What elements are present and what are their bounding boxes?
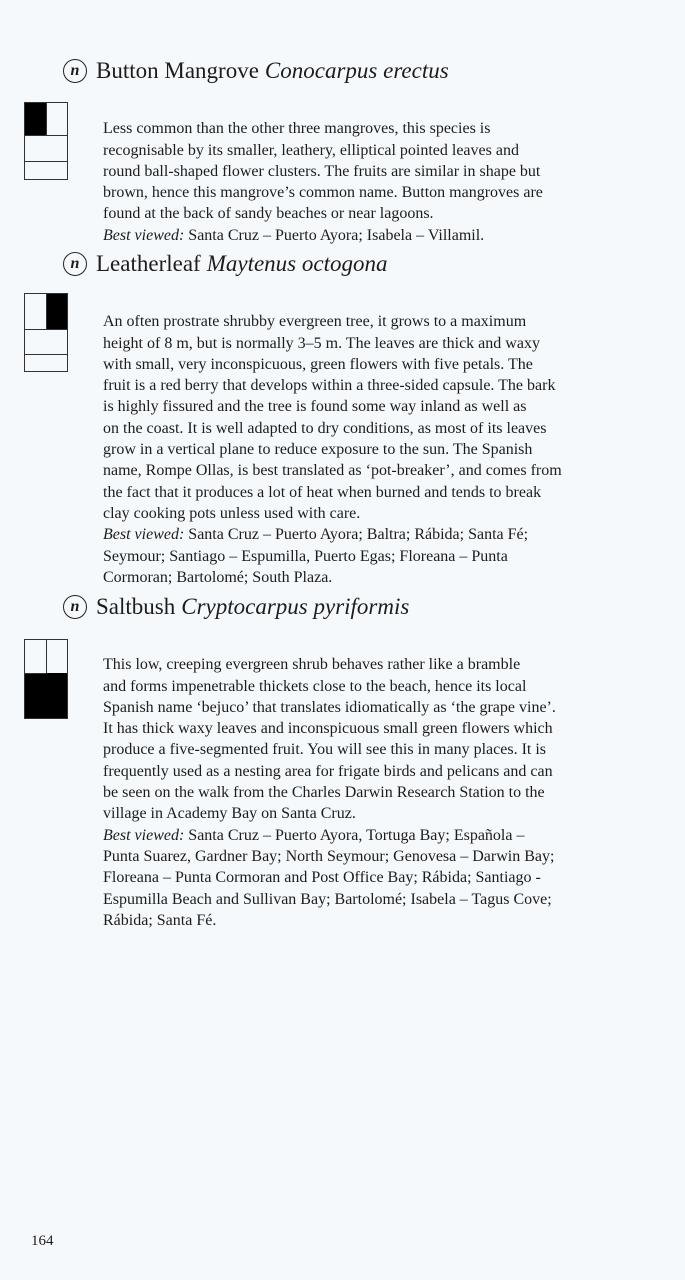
scientific-name: Conocarpus erectus — [264, 58, 449, 83]
native-badge-icon: n — [63, 595, 87, 619]
best-viewed-line — [103, 825, 681, 931]
scientific-name: Cryptocarpus pyriformis — [181, 594, 410, 619]
best-viewed-locations: Santa Cruz – Puerto Ayora, Tortuga Bay; Española – Punta Suarez, Gardner Bay; North Seymour; Genovesa – Darwin Bay; Floreana – Punta Cormoran and Post Office Bay; Rábida; Santiago - Espumilla Beach and Sullivan Bay; Bartolomé; Isabela – Tagus Cove; Rábida; Santa Fé. — [103, 826, 555, 929]
entry-title — [63, 249, 387, 279]
native-badge-icon: n — [63, 252, 87, 276]
best-viewed-line — [103, 225, 681, 246]
entry-description-block — [103, 97, 681, 267]
entry-description-block — [103, 290, 681, 609]
entry-description: This low, creeping evergreen shrub behaves rather like a bramble and forms impenetrable thickets close to the beach, hence its local Spanish name ‘bejuco’ that translates idiomatically as ‘the grape vine’. It has thick waxy leaves and inconspicuous small green flowers which produce a five-segmented fruit. You will see this in many places. It is frequently used as a nesting area for frigate birds and pelicans and can be seen on the walk from the Charles Darwin Research Station to the village in Academy Bay on Santa Cruz. — [103, 656, 556, 823]
entry-title — [63, 56, 449, 86]
entry-title — [63, 592, 409, 622]
native-badge-icon: n — [63, 59, 87, 83]
entry-description: Less common than the other three mangroves, this species is recognisable by its smaller, leathery, elliptical pointed leaves and round ball-shaped flower clusters. The fruits are similar in shape but brown, hence this mangrove’s common name. Button mangroves are found at the back of sandy beaches or near lagoons. — [103, 120, 543, 223]
scientific-name: Maytenus octogona — [206, 251, 388, 276]
habitat-grid-icon — [24, 102, 68, 180]
common-name: Saltbush — [96, 594, 176, 619]
best-viewed-line — [103, 524, 681, 588]
best-viewed-label: Best viewed: — [103, 226, 185, 244]
common-name: Leatherleaf — [96, 251, 201, 276]
entry-description: An often prostrate shrubby evergreen tree, it grows to a maximum height of 8 m, but is normally 3–5 m. The leaves are thick and waxy with small, very inconspicuous, green flowers with five petals. The fruit is a red berry that develops within a three-sided capsule. The bark is highly fissured and the tree is found some way inland as well as on the coast. It is well adapted to dry conditions, as most of its leaves grow in a vertical plane to reduce exposure to the sun. The Spanish name, Rompe Ollas, is best translated as ‘pot-breaker’, and comes from the fact that it produces a lot of heat when burned and tends to break clay cooking pots unless used with care. — [103, 313, 562, 522]
habitat-grid-icon — [24, 293, 68, 372]
best-viewed-locations: Santa Cruz – Puerto Ayora; Isabela – Villamil. — [188, 226, 485, 244]
entry-description-block — [103, 633, 681, 952]
habitat-grid-icon — [24, 639, 68, 719]
best-viewed-locations: Santa Cruz – Puerto Ayora; Baltra; Rábida; Santa Fé; Seymour; Santiago – Espumilla, Puerto Egas; Floreana – Punta Cormoran; Bartolomé; South Plaza. — [103, 526, 529, 586]
common-name: Button Mangrove — [96, 58, 259, 83]
best-viewed-label: Best viewed: — [103, 526, 185, 544]
page-number: 164 — [31, 1233, 54, 1249]
best-viewed-label: Best viewed: — [103, 826, 185, 844]
